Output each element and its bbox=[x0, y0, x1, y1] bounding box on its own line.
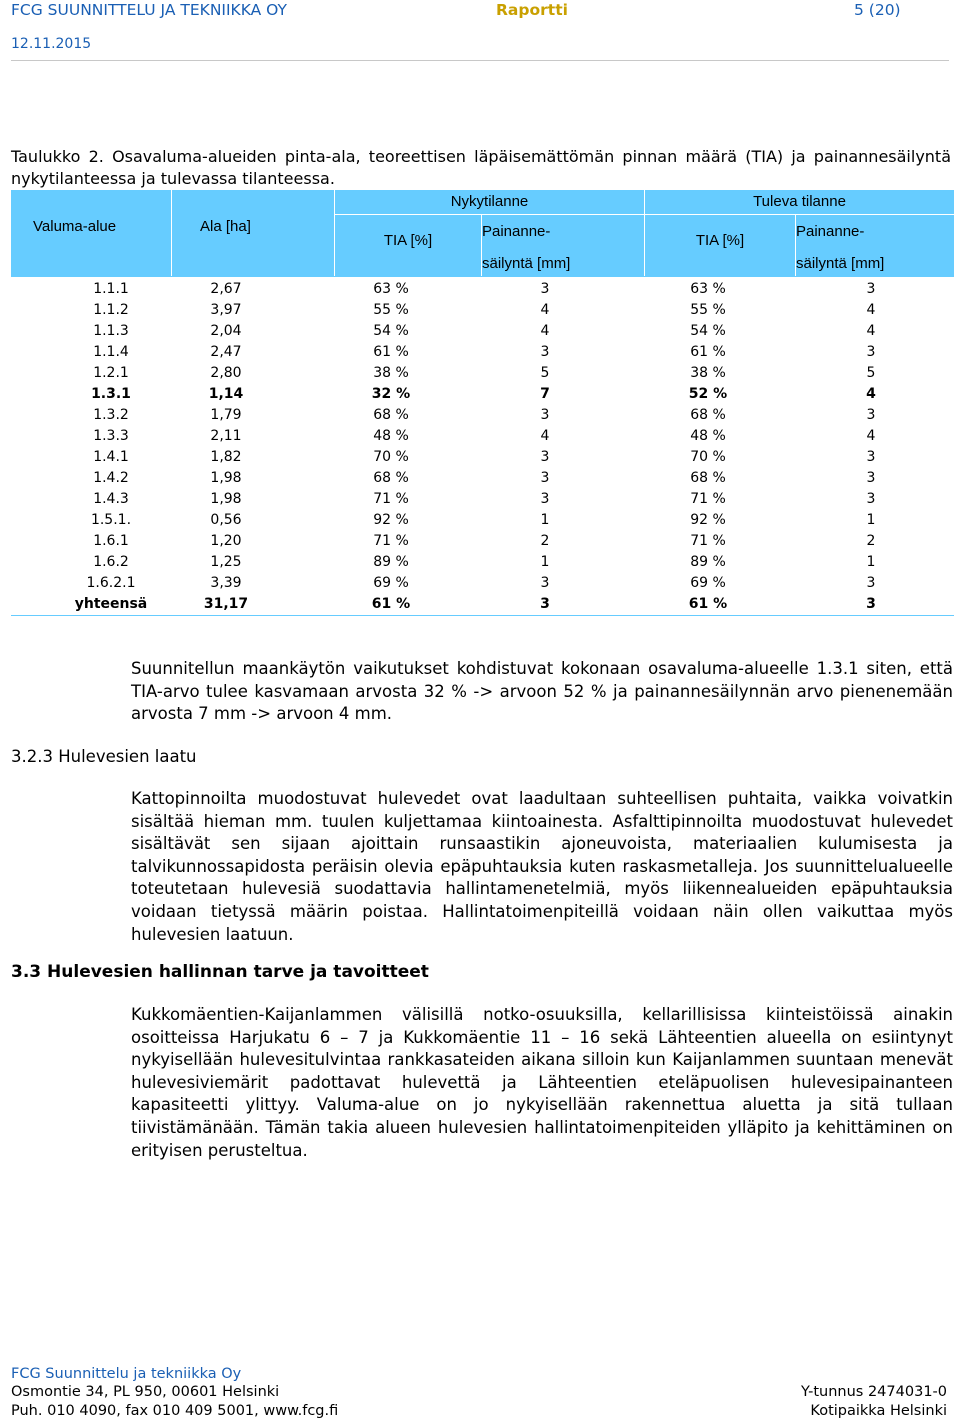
table-cell-area: 1.1.1 bbox=[93, 281, 129, 297]
table-row bbox=[11, 342, 954, 363]
header-cell-painanne-future: Painanne- säilyntä [mm] bbox=[796, 215, 954, 276]
table-row bbox=[11, 552, 954, 573]
table-cell-ha: 2,47 bbox=[210, 344, 242, 360]
table-cell-ha: 1,79 bbox=[210, 407, 242, 423]
table-cell-tia-now: 32 % bbox=[371, 386, 411, 402]
table-bottom-border bbox=[11, 615, 954, 616]
header-cell-tia-now: TIA [%] bbox=[335, 215, 481, 276]
header-divider bbox=[11, 60, 949, 61]
table-caption: Taulukko 2. Osavaluma-alueiden pinta-ala, teoreettisen läpäisemättömän pinnan määrä (TIA) ja painannesäilyntä nykytilanteessa ja tulevassa tilanteessa. bbox=[11, 147, 951, 188]
table-cell-tia-now: 61 % bbox=[371, 596, 411, 612]
table-cell-ha: 3,39 bbox=[210, 575, 242, 591]
table-cell-p-future: 3 bbox=[866, 344, 876, 360]
header-cell-painanne-now: Painanne- säilyntä [mm] bbox=[482, 215, 644, 276]
paragraph-management-need: Kukkomäentien-Kaijanlammen välisillä notko-osuuksilla, kellarillisissa kiinteistöissä ainakin osoitteissa Harjukatu 6 – 7 ja Kukkomäentie 11 – 16 sekä Lähteentien alueella on esiintynyt nykyisellään hulevesitulvintaa rankkasateiden aikana silloin kun Kaijanlammen suuntaan menevät hulevesiviemärit padottavat hulevettä ja Lähteentien eteläpuolisen hulevesipainanteen kapasiteetti ylittyy. Valuma-alue on jo nykyisellään rakennettua aluetta ja sitä tullaan tiivistämänään. Tämän takia alueen hulevesien hallintatoimenpiteiden ylläpito ja kehittäminen on erityisen perusteltua. bbox=[131, 1005, 953, 1160]
table-cell-p-now: 7 bbox=[540, 386, 550, 402]
table-cell-p-now: 3 bbox=[540, 281, 550, 297]
table-cell-p-now: 4 bbox=[540, 323, 550, 339]
table-cell-tia-future: 68 % bbox=[690, 470, 726, 486]
table-row bbox=[11, 363, 954, 384]
header-cell-valuma: Valuma-alue bbox=[11, 190, 171, 276]
table-cell-tia-now: 38 % bbox=[373, 365, 409, 381]
table-cell-tia-future: 63 % bbox=[690, 281, 726, 297]
table-cell-tia-now: 61 % bbox=[373, 344, 409, 360]
table-cell-p-future: 1 bbox=[866, 554, 876, 570]
table-cell-tia-future: 68 % bbox=[690, 407, 726, 423]
header-page-number: 5 (20) bbox=[854, 1, 901, 19]
section-heading-3-3: 3.3 Hulevesien hallinnan tarve ja tavoitteet bbox=[11, 962, 429, 982]
table-row bbox=[11, 321, 954, 342]
table-cell-area: 1.6.2 bbox=[93, 554, 129, 570]
table-cell-p-now: 4 bbox=[540, 428, 550, 444]
table-cell-p-future: 4 bbox=[866, 323, 876, 339]
table-cell-tia-future: 61 % bbox=[688, 596, 728, 612]
table-cell-ha: 1,98 bbox=[210, 470, 242, 486]
table-cell-tia-future: 54 % bbox=[690, 323, 726, 339]
page-header bbox=[0, 0, 960, 60]
footer-business-id: Y-tunnus 2474031-0 bbox=[800, 1384, 947, 1400]
table-cell-tia-now: 69 % bbox=[373, 575, 409, 591]
table-cell-tia-future: 70 % bbox=[690, 449, 726, 465]
table-cell-ha: 1,20 bbox=[210, 533, 242, 549]
table-cell-p-now: 1 bbox=[540, 554, 550, 570]
table-cell-area: 1.6.1 bbox=[93, 533, 129, 549]
table-cell-p-now: 3 bbox=[540, 407, 550, 423]
table-cell-ha: 31,17 bbox=[203, 596, 249, 612]
table-cell-ha: 3,97 bbox=[210, 302, 242, 318]
table-row bbox=[11, 573, 954, 594]
table-cell-p-future: 3 bbox=[866, 596, 876, 612]
footer-domicile: Kotipaikka Helsinki bbox=[810, 1403, 947, 1419]
data-table bbox=[11, 190, 954, 612]
table-row bbox=[11, 384, 954, 405]
table-cell-p-now: 5 bbox=[540, 365, 550, 381]
table-cell-p-future: 3 bbox=[866, 491, 876, 507]
table-header-border bbox=[11, 276, 954, 277]
table-cell-area: 1.1.4 bbox=[93, 344, 129, 360]
table-cell-area: 1.3.3 bbox=[93, 428, 129, 444]
header-cell-ala: Ala [ha] bbox=[172, 190, 334, 276]
table-cell-p-now: 1 bbox=[540, 512, 550, 528]
table-row bbox=[11, 426, 954, 447]
section-heading-3-2-3: 3.2.3 Hulevesien laatu bbox=[11, 747, 197, 766]
table-cell-p-future: 3 bbox=[866, 470, 876, 486]
table-cell-area: 1.4.3 bbox=[93, 491, 129, 507]
table-cell-tia-future: 69 % bbox=[690, 575, 726, 591]
footer-phone: Puh. 010 4090, fax 010 409 5001, www.fcg.fi bbox=[11, 1403, 339, 1419]
table-cell-p-now: 3 bbox=[540, 596, 550, 612]
table-cell-p-now: 2 bbox=[540, 533, 550, 549]
header-cell-tuleva: Tuleva tilanne bbox=[645, 190, 954, 214]
table-cell-ha: 1,25 bbox=[210, 554, 242, 570]
table-cell-p-future: 3 bbox=[866, 575, 876, 591]
table-cell-p-future: 4 bbox=[866, 386, 876, 402]
table-cell-area: 1.1.3 bbox=[93, 323, 129, 339]
table-cell-tia-future: 48 % bbox=[690, 428, 726, 444]
table-cell-tia-now: 54 % bbox=[373, 323, 409, 339]
table-cell-tia-future: 61 % bbox=[690, 344, 726, 360]
footer-address: Osmontie 34, PL 950, 00601 Helsinki bbox=[11, 1384, 280, 1400]
table-row bbox=[11, 300, 954, 321]
table-cell-p-now: 3 bbox=[540, 470, 550, 486]
paragraph-water-quality: Kattopinnoilta muodostuvat hulevedet ovat laadultaan suhteellisen puhtaita, vaikka voivatkin sisältää hieman mm. tuulen kuljettamaa kiintoainesta. Asfalttipinnoilta muodostuvat hulevedet sisältävät sen sijaan ajoittain runsaastikin ajoneuvoista, materiaalien kulumisesta ja talvikunnossapidosta peräisin olevia epäpuhtauksia kuten raskasmetalleja. Jos suunnittelualueelle toteutetaan hulevesiä suodattavia hallintamenetelmiä, myös liikennealueiden epäpuhtauksia voidaan tietyssä määrin poistaa. Hallintatoimenpiteillä voidaan näin ollen vaikuttaa myös hulevesien laatuun. bbox=[131, 789, 953, 944]
table-cell-p-future: 1 bbox=[866, 512, 876, 528]
paragraph-impact: Suunnitellun maankäytön vaikutukset kohdistuvat kokonaan osavaluma-alueelle 1.3.1 siten, että TIA-arvo tulee kasvamaan arvosta 32 % -> arvoon 52 % ja painannesäilynnän arvo pienenemään arvosta 7 mm -> arvoon 4 mm. bbox=[131, 659, 953, 724]
table-cell-ha: 2,04 bbox=[210, 323, 242, 339]
table-row bbox=[11, 510, 954, 531]
table-row bbox=[11, 447, 954, 468]
table-cell-tia-now: 55 % bbox=[373, 302, 409, 318]
table-cell-ha: 2,11 bbox=[210, 428, 242, 444]
table-cell-p-now: 4 bbox=[540, 302, 550, 318]
table-cell-tia-now: 68 % bbox=[373, 470, 409, 486]
table-cell-p-now: 3 bbox=[540, 575, 550, 591]
table-cell-area: 1.6.2.1 bbox=[86, 575, 136, 591]
header-cell-nykytilanne: Nykytilanne bbox=[335, 190, 644, 214]
header-cell-tia-future: TIA [%] bbox=[645, 215, 795, 276]
table-cell-ha: 2,67 bbox=[210, 281, 242, 297]
table-cell-tia-now: 68 % bbox=[373, 407, 409, 423]
table-cell-area: yhteensä bbox=[74, 596, 148, 612]
table-cell-p-future: 3 bbox=[866, 407, 876, 423]
table-cell-ha: 2,80 bbox=[210, 365, 242, 381]
table-cell-p-now: 3 bbox=[540, 449, 550, 465]
table-cell-tia-future: 55 % bbox=[690, 302, 726, 318]
table-cell-p-now: 3 bbox=[540, 344, 550, 360]
table-cell-p-future: 5 bbox=[866, 365, 876, 381]
table-cell-p-now: 3 bbox=[540, 491, 550, 507]
table-cell-tia-future: 71 % bbox=[690, 491, 726, 507]
table-cell-tia-future: 71 % bbox=[690, 533, 726, 549]
table-cell-p-future: 3 bbox=[866, 281, 876, 297]
table-cell-tia-future: 38 % bbox=[690, 365, 726, 381]
table-cell-p-future: 4 bbox=[866, 428, 876, 444]
table-cell-p-future: 4 bbox=[866, 302, 876, 318]
table-cell-tia-now: 71 % bbox=[373, 491, 409, 507]
table-row bbox=[11, 405, 954, 426]
table-cell-ha: 1,14 bbox=[208, 386, 244, 402]
header-date: 12.11.2015 bbox=[11, 36, 92, 52]
table-cell-tia-now: 63 % bbox=[373, 281, 409, 297]
table-cell-ha: 1,82 bbox=[210, 449, 242, 465]
table-cell-tia-now: 71 % bbox=[373, 533, 409, 549]
table-cell-ha: 1,98 bbox=[210, 491, 242, 507]
table-row bbox=[11, 594, 954, 615]
table-row bbox=[11, 279, 954, 300]
table-cell-ha: 0,56 bbox=[210, 512, 242, 528]
table-cell-area: 1.5.1. bbox=[90, 512, 132, 528]
table-cell-area: 1.3.1 bbox=[91, 386, 131, 402]
table-cell-p-future: 3 bbox=[866, 449, 876, 465]
table-cell-tia-now: 92 % bbox=[373, 512, 409, 528]
table-cell-area: 1.1.2 bbox=[93, 302, 129, 318]
table-row bbox=[11, 531, 954, 552]
table-cell-tia-now: 48 % bbox=[373, 428, 409, 444]
header-company: FCG SUUNNITTELU JA TEKNIIKKA OY bbox=[11, 1, 287, 19]
table-cell-area: 1.4.1 bbox=[93, 449, 129, 465]
table-cell-area: 1.2.1 bbox=[93, 365, 129, 381]
footer-company: FCG Suunnittelu ja tekniikka Oy bbox=[11, 1366, 242, 1382]
table-cell-area: 1.4.2 bbox=[93, 470, 129, 486]
table-cell-tia-future: 92 % bbox=[690, 512, 726, 528]
table-cell-tia-now: 70 % bbox=[373, 449, 409, 465]
table-cell-tia-future: 89 % bbox=[690, 554, 726, 570]
table-cell-p-future: 2 bbox=[866, 533, 876, 549]
header-report-label: Raportti bbox=[496, 1, 568, 19]
table-row bbox=[11, 489, 954, 510]
table-row bbox=[11, 468, 954, 489]
table-cell-area: 1.3.2 bbox=[93, 407, 129, 423]
table-cell-tia-now: 89 % bbox=[373, 554, 409, 570]
table-cell-tia-future: 52 % bbox=[688, 386, 728, 402]
